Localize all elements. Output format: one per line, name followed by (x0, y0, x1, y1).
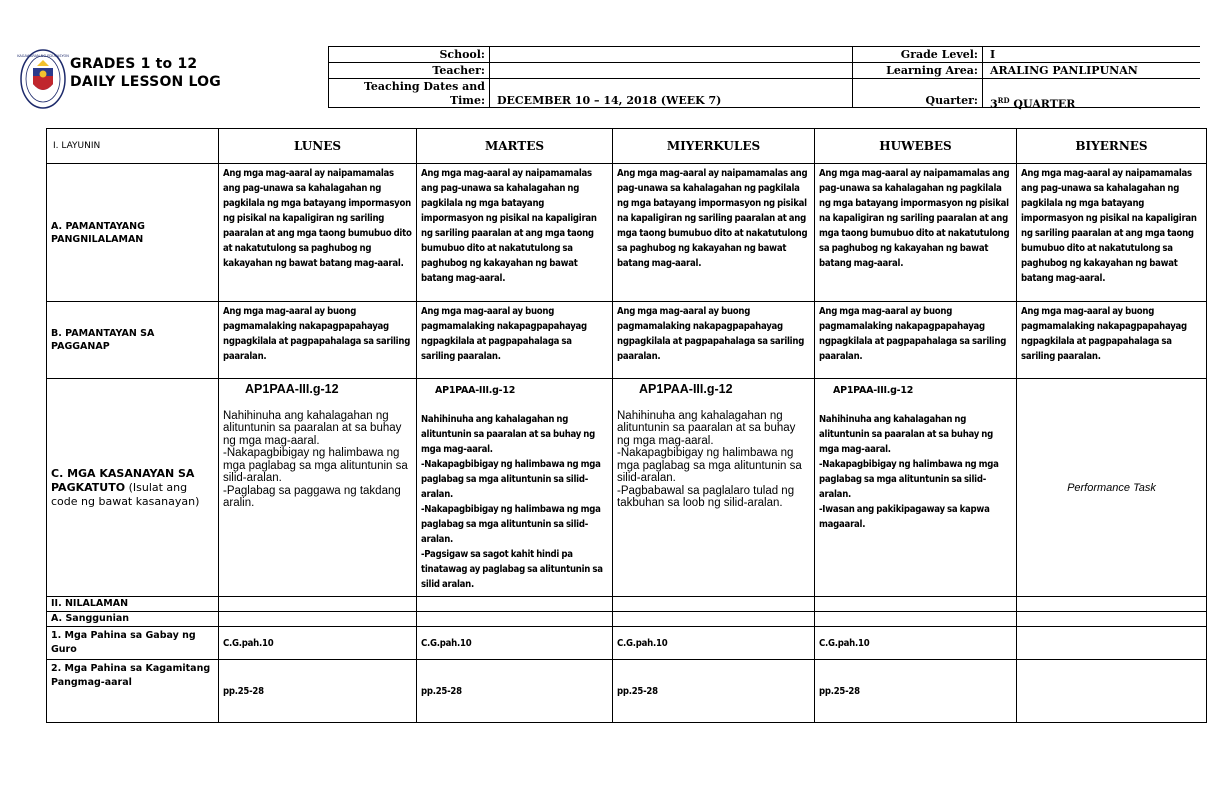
cell-a-biyernes: Ang mga mag-aaral ay naipamamalas ang pag-unawa sa kahalagahan ng pagkilala ng mga batayang impormasyon ng pisikal na kapaligiran ng sariling paaralan at ang mga taong bumubuo dito at nakatutulong sa paghubog ng kakayahan ng bawat batang mag-aaral. (1017, 164, 1207, 302)
cell-a-huwebes: Ang mga mag-aaral ay naipamamalas ang pag-unawa sa kahalagahan ng pagkilala ng mga batayang impormasyon ng pisikal na kapaligiran ng sariling paaralan at ang mga taong bumubuo dito at nakatutulong sa paghubog ng kakayahan ng bawat batang mag-aaral. (815, 164, 1017, 302)
lesson-log-table (46, 128, 1207, 723)
competency-text: Nahihinuha ang kahalagahan ng alituntunin sa paaralan at sa buhay ng mga mag-aaral. -Nakapagbibigay ng halimbawa ng mga paglabag sa mga alituntunin sa silid-aralan. -Iwasan ang pakikipagaway sa kapwa magaaral. (819, 414, 999, 530)
cell-kagamitan-martes: pp.25-28 (417, 660, 613, 723)
competency-text: Nahihinuha ang kahalagahan ng alituntunin sa paaralan at sa buhay ng mga mag-aaral. -Nakapagbibigay ng halimbawa ng mga paglabag sa mga alituntunin sa silid-aralan. -Nakapagbibigay ng halimbawa ng mga paglabag sa mga alituntunin sa silid-aralan. -Pagsigaw sa sagot kahit hindi pa tinatawag ay paglabag sa alituntunin sa silid aralan. (421, 414, 603, 590)
table-row-mga-kasanayan (47, 379, 1207, 597)
cell-empty (1017, 660, 1207, 723)
quarter-number: 3 (990, 97, 998, 111)
dates-label (330, 80, 485, 108)
grade-level-label: Grade Level: (900, 48, 978, 61)
row-label-c-line-2: PAGKATUTO (51, 480, 126, 494)
cell-empty (1017, 597, 1207, 612)
header-divider (852, 46, 853, 108)
row-label-sanggunian: A. Sanggunian (47, 612, 219, 627)
cell-c-martes (417, 379, 613, 597)
row-label-c-note: (Isulat ang code ng bawat kasanayan) (51, 480, 200, 508)
cell-c-huwebes (815, 379, 1017, 597)
cell-b-biyernes: Ang mga mag-aaral ay buong pagmamalaking nakapagpapahayag ngpagkilala at pagpapahalaga sa sariling paaralan. (1017, 302, 1207, 379)
day-header-lunes: LUNES (219, 129, 417, 164)
cell-gabay-huwebes: C.G.pah.10 (815, 627, 1017, 660)
dates-field[interactable]: DECEMBER 10 – 14, 2018 (WEEK 7) (497, 94, 722, 107)
day-header-huwebes: HUWEBES (815, 129, 1017, 164)
table-row-nilalaman (47, 597, 1207, 612)
cell-gabay-martes: C.G.pah.10 (417, 627, 613, 660)
row-label-b-line-2: PAGGANAP (51, 341, 110, 352)
competency-code: AP1PAA-III.g-12 (833, 385, 914, 396)
cell-empty (815, 597, 1017, 612)
row-label-kagamitang: 2. Mga Pahina sa Kagamitang Pangmag-aaral (47, 660, 219, 723)
day-header-biyernes: BIYERNES (1017, 129, 1207, 164)
cell-kagamitan-miyerkules: pp.25-28 (613, 660, 815, 723)
quarter-label: Quarter: (925, 94, 978, 107)
cell-empty (219, 597, 417, 612)
cell-a-lunes: Ang mga mag-aaral ay naipamamalas ang pag-unawa sa kahalagahan ng pagkilala ng mga batayang impormasyon ng pisikal na kapaligiran ng sariling paaralan at ang mga taong bumubuo dito at nakatutulong sa paghubog ng kakayahan ng bawat batang mag-aaral. (219, 164, 417, 302)
table-row-gabay-ng-guro (47, 627, 1207, 660)
cell-empty (613, 597, 815, 612)
header-divider (328, 62, 1200, 63)
title-line-1: GRADES 1 to 12 (70, 56, 198, 72)
learning-area-field[interactable]: ARALING PANLIPUNAN (990, 64, 1138, 77)
row-label-c (47, 379, 219, 597)
row-label-a (47, 164, 219, 302)
cell-empty (417, 612, 613, 627)
row-label-b-line-1: B. PAMANTAYAN SA (51, 328, 155, 339)
document-title (70, 55, 221, 91)
table-row-sanggunian (47, 612, 1207, 627)
title-line-2: DAILY LESSON LOG (70, 74, 221, 90)
cell-empty (1017, 627, 1207, 660)
layunin-header: I. LAYUNIN (47, 129, 219, 164)
cell-empty (219, 612, 417, 627)
table-row-pamantayang-pangnilalaman (47, 164, 1207, 302)
competency-code: AP1PAA-III.g-12 (639, 382, 733, 396)
teacher-label: Teacher: (432, 64, 485, 77)
svg-text:KAGAWARAN NG EDUKASYON: KAGAWARAN NG EDUKASYON (17, 54, 69, 58)
cell-kagamitan-lunes: pp.25-28 (219, 660, 417, 723)
competency-code: AP1PAA-III.g-12 (245, 382, 339, 396)
cell-a-miyerkules: Ang mga mag-aaral ay naipamamalas ang pag-unawa sa kahalagahan ng pagkilala ng mga batayang impormasyon ng pisikal na kapaligiran ng sariling paaralan at ang mga taong bumubuo dito at nakatutulong sa paghubog ng kakayahan ng bawat batang mag-aaral. (613, 164, 815, 302)
learning-area-label: Learning Area: (886, 64, 978, 77)
header-divider (328, 78, 1200, 79)
day-header-martes: MARTES (417, 129, 613, 164)
cell-c-biyernes: Performance Task (1017, 379, 1207, 597)
row-label-gabay-ng-guro: 1. Mga Pahina sa Gabay ng Guro (47, 627, 219, 660)
row-label-b (47, 302, 219, 379)
deped-seal-icon (17, 48, 69, 110)
row-label-a-line-1: A. PAMANTAYANG (51, 220, 145, 232)
school-label: School: (439, 48, 485, 61)
cell-c-miyerkules (613, 379, 815, 597)
grade-level-field[interactable]: I (990, 48, 996, 61)
cell-a-martes: Ang mga mag-aaral ay naipamamalas ang pag-unawa sa kahalagahan ng pagkilala ng mga batayang impormasyon ng pisikal na kapaligiran ng sariling paaralan at ang mga taong bumubuo dito at nakatutulong sa paghubog ng kakayahan ng bawat batang mag-aaral. (417, 164, 613, 302)
quarter-word: QUARTER (1013, 97, 1076, 111)
cell-empty (815, 612, 1017, 627)
day-header-miyerkules: MIYERKULES (613, 129, 815, 164)
cell-empty (417, 597, 613, 612)
quarter-ordinal: RD (997, 96, 1010, 105)
cell-empty (1017, 612, 1207, 627)
cell-kagamitan-huwebes: pp.25-28 (815, 660, 1017, 723)
cell-b-miyerkules: Ang mga mag-aaral ay buong pagmamalaking nakapagpapahayag ngpagkilala at pagpapahalaga sa sariling paaralan. (613, 302, 815, 379)
cell-gabay-miyerkules: C.G.pah.10 (613, 627, 815, 660)
row-label-c-line-1: C. MGA KASANAYAN SA (51, 466, 195, 480)
competency-text: Nahihinuha ang kahalagahan ng alituntunin sa paaralan at sa buhay ng mga mag-aaral. -Nakapagbibigay ng halimbawa ng mga paglabag sa mga alituntunin sa silid-aralan. -Pagbabawal sa paglalaro tulad ng takbuhan sa loob ng silid-aralan. (617, 409, 802, 509)
dates-label-line-2: Time: (449, 94, 485, 107)
header-divider (982, 46, 983, 108)
table-row-kagamitang-pangmag-aaral (47, 660, 1207, 723)
cell-c-lunes (219, 379, 417, 597)
cell-b-lunes: Ang mga mag-aaral ay buong pagmamalaking nakapagpapahayag ngpagkilala at pagpapahalaga sa sariling paaralan. (219, 302, 417, 379)
competency-text: Nahihinuha ang kahalagahan ng alituntunin sa paaralan at sa buhay ng mga mag-aaral. -Nakapagbibigay ng halimbawa ng mga paglabag sa mga alituntunin sa silid-aralan. -Paglabag sa paggawa ng takdang aralin. (223, 409, 408, 509)
cell-gabay-lunes: C.G.pah.10 (219, 627, 417, 660)
cell-b-martes: Ang mga mag-aaral ay buong pagmamalaking nakapagpapahayag ngpagkilala at pagpapahalaga sa sariling paaralan. (417, 302, 613, 379)
table-row-pamantayan-sa-pagganap (47, 302, 1207, 379)
cell-empty (613, 612, 815, 627)
dates-label-line-1: Teaching Dates and (363, 80, 485, 93)
competency-code: AP1PAA-III.g-12 (435, 385, 516, 396)
header-divider (489, 46, 490, 108)
table-header-row (47, 129, 1207, 164)
row-label-a-line-2: PANGNILALAMAN (51, 233, 144, 245)
cell-b-huwebes: Ang mga mag-aaral ay buong pagmamalaking nakapagpapahayag ngpagkilala at pagpapahalaga sa sariling paaralan. (815, 302, 1017, 379)
quarter-field[interactable] (990, 94, 1075, 112)
row-label-nilalaman: II. NILALAMAN (47, 597, 219, 612)
